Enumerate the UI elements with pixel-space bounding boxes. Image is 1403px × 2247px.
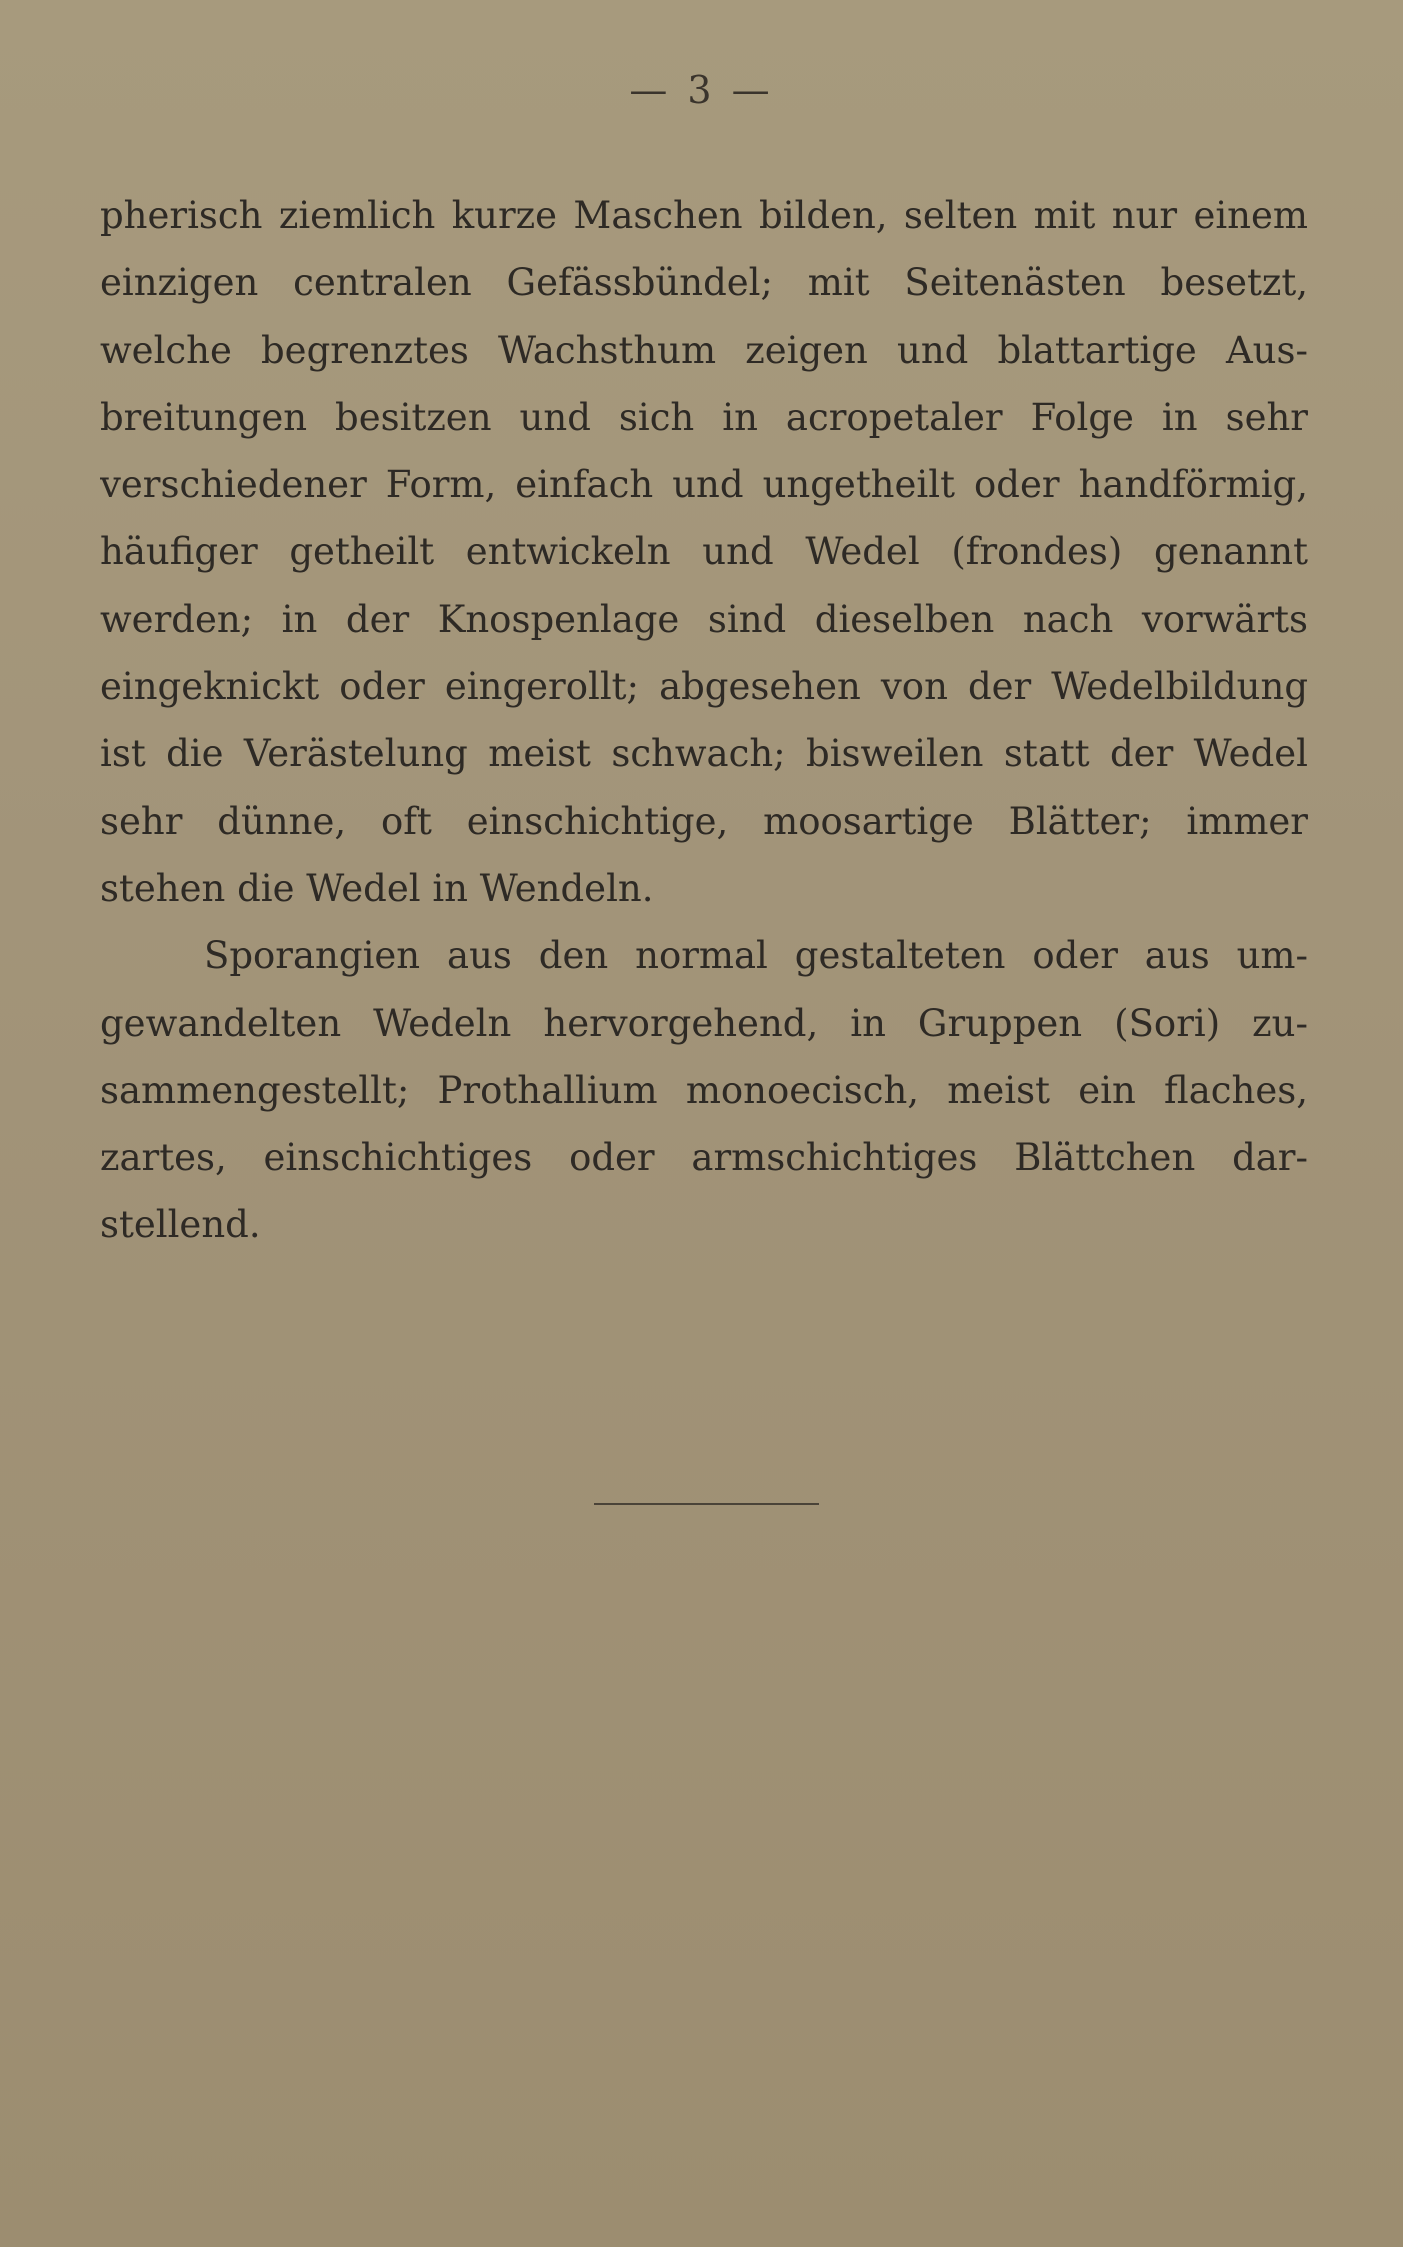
text-line: stellend. bbox=[100, 1203, 261, 1247]
text-line: stehen die Wedel in Wendeln. bbox=[100, 866, 654, 910]
page-number: — 3 — bbox=[629, 68, 774, 112]
section-end-rule bbox=[594, 1503, 819, 1505]
text-line: einzigen centralen Gefässbündel; mit Seitenästen besetzt, bbox=[100, 261, 1308, 305]
text-line: verschiedener Form, einfach und ungetheilt oder handförmig, bbox=[100, 463, 1308, 507]
text-line: sammengestellt; Prothallium monoecisch, meist ein flaches, bbox=[100, 1068, 1308, 1112]
paragraph-2 bbox=[100, 922, 1308, 1258]
body-text bbox=[100, 182, 1308, 1259]
text-line: pherisch ziemlich kurze Maschen bilden, selten mit nur einem bbox=[100, 194, 1308, 237]
text-line: breitungen besitzen und sich in acropetaler Folge in sehr bbox=[100, 395, 1308, 439]
text-line: häufiger getheilt entwickeln und Wedel (frondes) genannt bbox=[100, 530, 1308, 574]
text-line: gewandelten Wedeln hervorgehend, in Gruppen (Sori) zu- bbox=[100, 1001, 1308, 1045]
text-line: werden; in der Knospenlage sind dieselben nach vorwärts bbox=[100, 597, 1308, 641]
paragraph-1 bbox=[100, 182, 1308, 922]
text-line: ist die Verästelung meist schwach; bisweilen statt der Wedel bbox=[100, 732, 1308, 776]
text-line: Sporangien aus den normal gestalteten oder aus um- bbox=[204, 934, 1308, 978]
text-line: eingeknickt oder eingerollt; abgesehen von der Wedelbildung bbox=[100, 665, 1308, 709]
text-line: zartes, einschichtiges oder armschichtiges Blättchen dar- bbox=[100, 1136, 1308, 1180]
text-line: sehr dünne, oft einschichtige, moosartige Blätter; immer bbox=[100, 799, 1308, 843]
text-line: welche begrenztes Wachsthum zeigen und blattartige Aus- bbox=[100, 328, 1308, 372]
